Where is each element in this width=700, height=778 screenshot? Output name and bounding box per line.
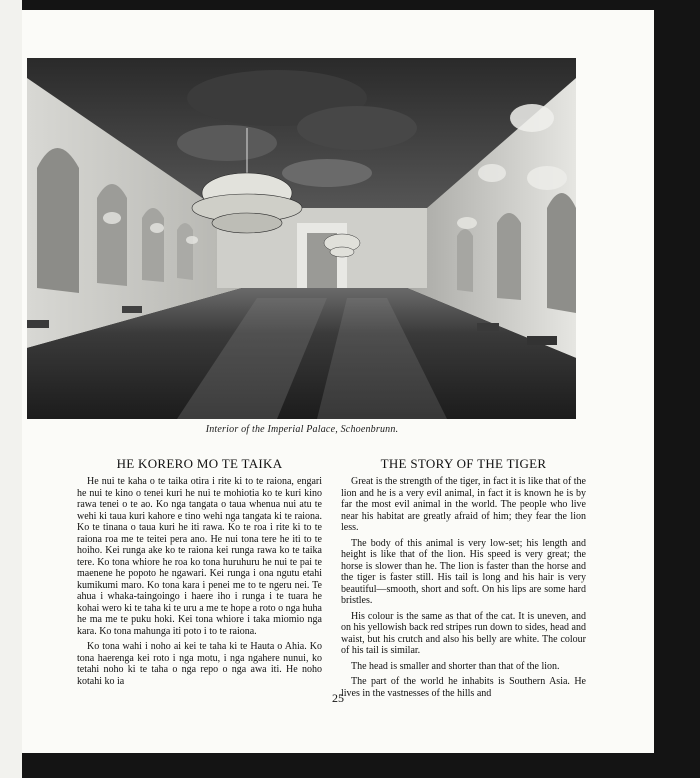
english-article-title: THE STORY OF THE TIGER [380,456,547,471]
photo-caption: Interior of the Imperial Palace, Schoenbrunn. [205,424,399,435]
adjacent-page-edge [0,0,22,778]
english-paragraph: His colour is the same as that of the cat. It is uneven, and on his yellowish back red stripes run down to sides, head and waist, but his crutch and also his belly are white. The colour of his tail is similar. [341,610,586,656]
maori-article-title: HE KORERO MO TE TAIKA [116,456,283,471]
maori-paragraph: He nui te kaha o te taika otira i rite ki to te raiona, engari he nui te kino o tenei kuri he nui te mohiotia ko te kuri kino rawa tenei o te ao. Ko nga tangata o taua whenua nui atu te wehi ki taua kuri kahore e tino wehi nga tangata ki te raiona. Ko te tinana o taua kuri he iti rawa. Ko te roa i rite ki to te raiona roa me te teitei pera ano. He nui tona tere he iti to te hoiho. Kei runga ake ko te raiona kei runga rawa ko te taika tere. Ko tona whiore he roa ko tona huruhuru he nui te pai te maenene he popoto he ngawari. Kei runga i ona ngutu etahi kumikumi maro. Ko tona kara i penei me to te ngeru nei. Te ahua i whaka-taingoingo i haere iho i runga i te tuara he kohai wero ki te taha ki te uru a me te hope a roto o nga huha he ma me te puku hoki. Kei tona whiore i taka miomio nga kara. Ko tona mahunga iti poto i to te raiona. [77,476,322,637]
book-page [22,10,654,753]
maori-article [77,456,322,691]
english-paragraph: The body of this animal is very low-set; his length and height is like that of the lion. His speed is very great; the horse is slower than he. The lion is faster than the horse and the tiger is faster still. His tail is long and his hair is very beautiful—smooth, short and soft. On his lips are some hard bristles. [341,537,586,606]
english-paragraph: The part of the world he inhabits is Southern Asia. He lives in the vastnesses of the hills and [341,676,586,699]
english-article [341,456,586,703]
english-paragraph: The head is smaller and shorter than that of the lion. [351,660,560,672]
palace-interior-photo [27,58,576,419]
page-number: 25 [332,691,344,705]
english-paragraph: Great is the strength of the tiger, in fact it is like that of the lion and he is a very evil animal, in fact it is known he is by far the most evil animal in the world. The people who live near his habitat are greatly afraid of him; they fear the lion less. [341,476,586,533]
maori-paragraph: Ko tona wahi i noho ai kei te taha ki te Hauta o Ahia. Ko tona haerenga kei roto i nga motu, i nga ngahere nunui, ko tetahi noho ki te taha o nga repo o nga awa iti. He noho kotahi ko ia [77,641,322,687]
english-article-body [341,476,586,699]
maori-article-body [77,476,322,687]
